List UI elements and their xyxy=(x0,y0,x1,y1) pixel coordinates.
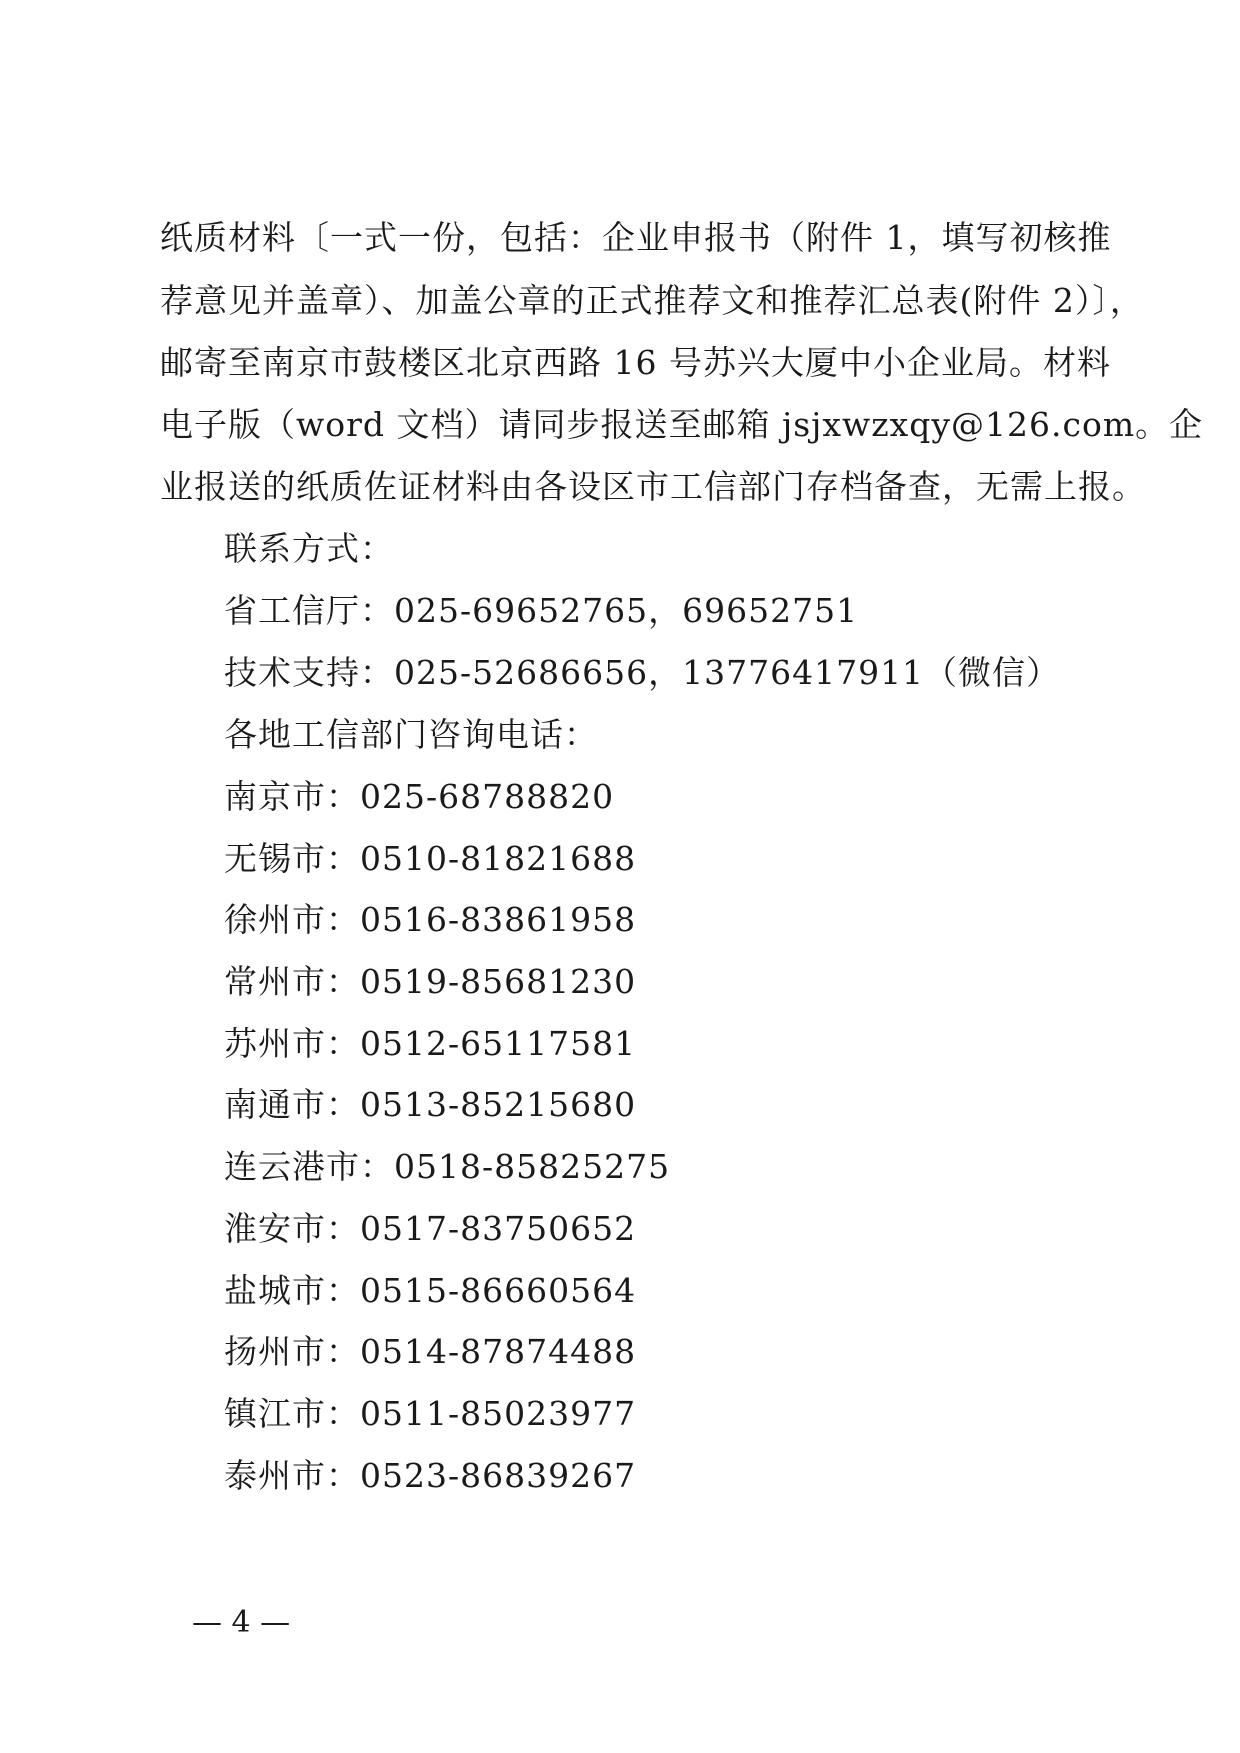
body-line-1: 纸质材料〔一式一份，包括：企业申报书（附件 1，填写初核推 xyxy=(160,218,1112,257)
city-contact-yangzhou: 扬州市：0514-87874488 xyxy=(224,1332,637,1372)
body-line-3: 邮寄至南京市鼓楼区北京西路 16 号苏兴大厦中小企业局。材料 xyxy=(160,343,1111,382)
city-contact-suzhou: 苏州市：0512-65117581 xyxy=(224,1023,637,1063)
city-contact-nantong: 南通市：0513-85215680 xyxy=(224,1085,637,1125)
contacts-heading: 联系方式： xyxy=(224,529,394,568)
page-number: — 4 — xyxy=(192,1605,291,1640)
city-contact-taizhou: 泰州市：0523-86839267 xyxy=(224,1455,637,1495)
local-contacts-heading: 各地工信部门咨询电话： xyxy=(224,715,598,754)
city-contact-changzhou: 常州市：0519-85681230 xyxy=(224,962,637,1002)
city-contact-xuzhou: 徐州市：0516-83861958 xyxy=(224,900,637,940)
city-contact-zhenjiang: 镇江市：0511-85023977 xyxy=(224,1393,637,1433)
city-contact-list xyxy=(224,777,670,1517)
city-contact-huaian: 淮安市：0517-83750652 xyxy=(224,1208,637,1248)
city-contact-wuxi: 无锡市：0510-81821688 xyxy=(224,838,637,878)
body-line-5: 业报送的纸质佐证材料由各设区市工信部门存档备查，无需上报。 xyxy=(160,467,1146,506)
city-contact-yancheng: 盐城市：0515-86660564 xyxy=(224,1270,637,1310)
city-contact-lianyungang: 连云港市：0518-85825275 xyxy=(224,1147,671,1187)
body-line-2: 荐意见并盖章）、加盖公章的正式推荐文和推荐汇总表(附件 2）〕， xyxy=(160,281,1144,320)
tech-support-contact: 技术支持：025-52686656，13776417911（微信） xyxy=(224,653,1061,692)
provincial-contact: 省工信厅：025-69652765，69652751 xyxy=(224,591,859,630)
city-contact-nanjing: 南京市：025-68788820 xyxy=(224,777,615,816)
body-line-4: 电子版（word 文档）请同步报送至邮箱 jsjxwzxqy@126.com。企 xyxy=(160,405,1204,444)
